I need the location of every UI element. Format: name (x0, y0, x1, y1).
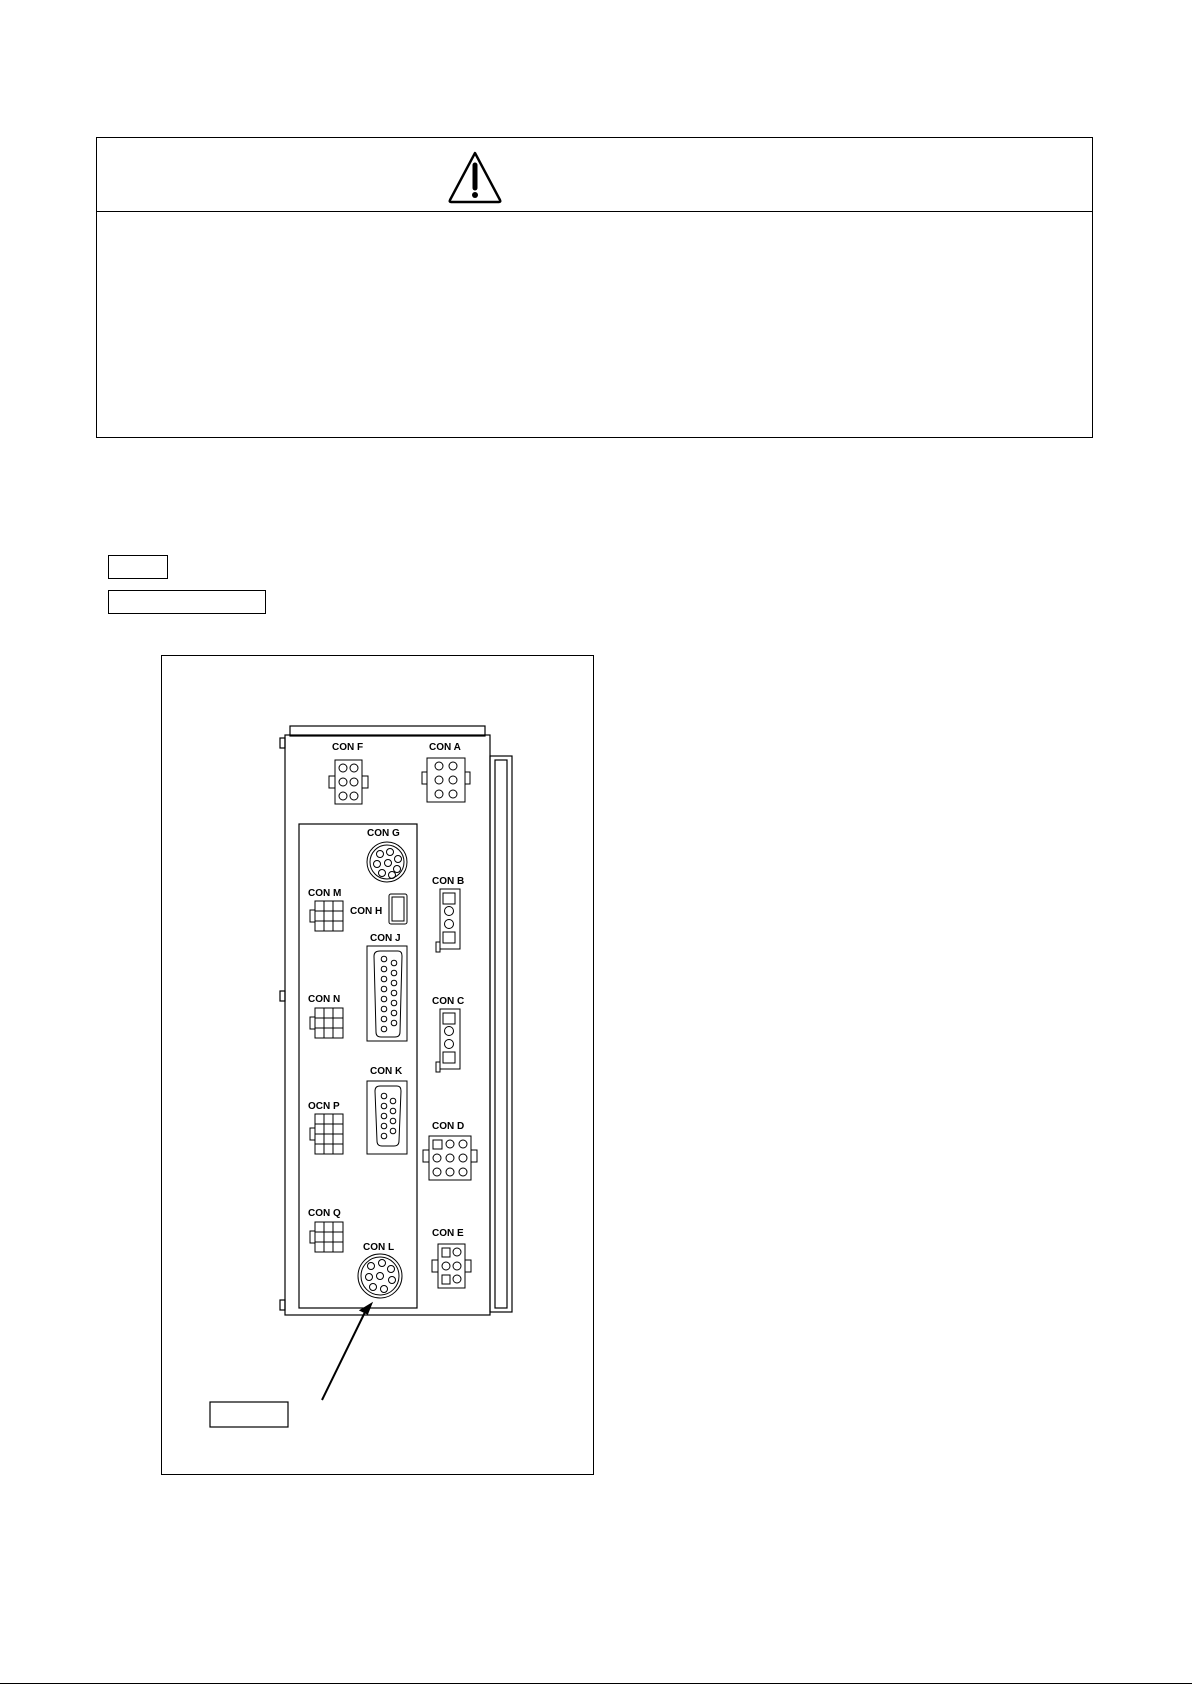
label-box-long (108, 590, 266, 614)
con-a-connector (422, 742, 470, 802)
con-d-label: CON D (432, 1121, 465, 1132)
connector-panel-diagram (162, 656, 595, 1476)
con-p-connector (308, 1101, 343, 1154)
con-m-connector (308, 888, 343, 931)
con-f-label: CON F (332, 742, 364, 753)
con-e-connector (432, 1228, 471, 1288)
connector-figure-frame (161, 655, 594, 1475)
con-c-label: CON C (432, 996, 465, 1007)
warning-body (97, 212, 1092, 438)
con-q-label: CON Q (308, 1208, 341, 1219)
con-b-label: CON B (432, 876, 465, 887)
con-k-label: CON K (370, 1066, 403, 1077)
warning-box (96, 137, 1093, 438)
con-b-connector (432, 876, 464, 952)
con-j-connector (367, 933, 407, 1041)
con-a-label: CON A (429, 742, 461, 753)
con-g-label: CON G (367, 828, 400, 839)
con-c-connector (432, 996, 464, 1072)
con-n-label: CON N (308, 994, 341, 1005)
label-box-short (108, 555, 168, 579)
con-h-connector (350, 894, 407, 924)
warning-header (97, 138, 1092, 212)
con-j-label: CON J (370, 933, 401, 944)
con-g-connector (367, 828, 407, 882)
con-k-connector (367, 1066, 407, 1154)
con-n-connector (308, 994, 343, 1038)
con-l-label: CON L (363, 1242, 395, 1253)
callout-label-box (210, 1402, 288, 1427)
callout-arrow (322, 1298, 374, 1400)
con-q-connector (308, 1208, 343, 1252)
con-f-connector (329, 742, 368, 804)
con-p-label: OCN P (308, 1101, 340, 1112)
warning-triangle-icon (447, 150, 503, 204)
con-e-label: CON E (432, 1228, 464, 1239)
page-bottom-rule (0, 1683, 1192, 1684)
con-d-connector (423, 1121, 477, 1180)
con-h-label: CON H (350, 906, 383, 917)
con-l-connector (358, 1242, 402, 1298)
con-m-label: CON M (308, 888, 342, 899)
